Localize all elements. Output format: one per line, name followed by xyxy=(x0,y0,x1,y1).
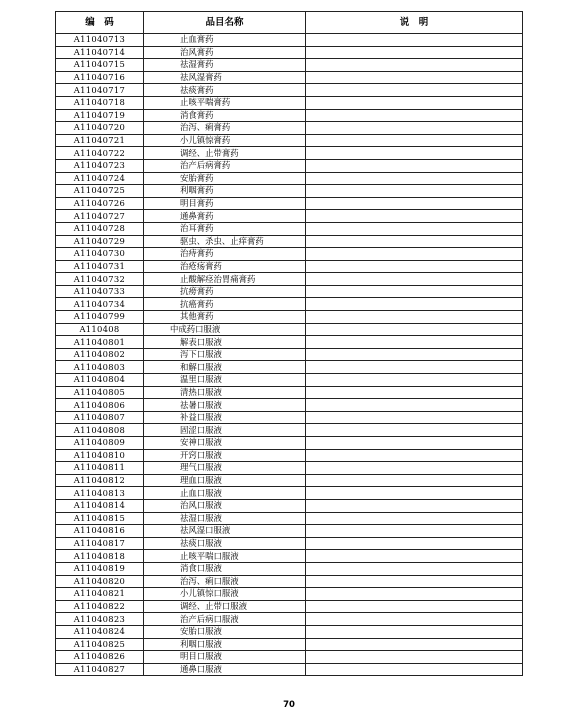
table-row xyxy=(56,575,523,588)
item-code: A11040819 xyxy=(56,562,144,575)
item-description xyxy=(306,34,523,47)
item-name: 祛风湿膏药 xyxy=(144,71,306,84)
table-row xyxy=(56,185,523,198)
item-description xyxy=(306,562,523,575)
item-code: A11040824 xyxy=(56,625,144,638)
item-name: 安神口服液 xyxy=(144,437,306,450)
item-code: A11040719 xyxy=(56,109,144,122)
item-name: 祛痰膏药 xyxy=(144,84,306,97)
item-code: A11040823 xyxy=(56,613,144,626)
catalog-sheet xyxy=(55,11,522,678)
item-description xyxy=(306,185,523,198)
table-row xyxy=(56,323,523,336)
item-description xyxy=(306,651,523,664)
table-row xyxy=(56,159,523,172)
page-number: 70 xyxy=(283,700,295,710)
table-row xyxy=(56,197,523,210)
table-row xyxy=(56,210,523,223)
header-code: 编 码 xyxy=(56,12,144,34)
item-description xyxy=(306,638,523,651)
table-row xyxy=(56,600,523,613)
item-code: A11040813 xyxy=(56,487,144,500)
item-code: A11040806 xyxy=(56,399,144,412)
table-row xyxy=(56,147,523,160)
item-description xyxy=(306,663,523,676)
item-code: A11040808 xyxy=(56,424,144,437)
item-code: A11040721 xyxy=(56,134,144,147)
table-row xyxy=(56,625,523,638)
item-name: 固涩口服液 xyxy=(144,424,306,437)
item-code: A11040734 xyxy=(56,298,144,311)
item-code: A11040805 xyxy=(56,386,144,399)
table-body xyxy=(56,34,523,676)
table-row xyxy=(56,298,523,311)
item-description xyxy=(306,84,523,97)
table-row xyxy=(56,59,523,72)
table-row xyxy=(56,437,523,450)
table-row xyxy=(56,172,523,185)
item-name: 开窍口服液 xyxy=(144,449,306,462)
table-row xyxy=(56,248,523,261)
item-name: 中成药口服液 xyxy=(144,323,306,336)
item-code: A11040809 xyxy=(56,437,144,450)
item-name: 清热口服液 xyxy=(144,386,306,399)
item-name: 治耳膏药 xyxy=(144,222,306,235)
item-description xyxy=(306,374,523,387)
item-code: A11040713 xyxy=(56,34,144,47)
item-name: 治风口服液 xyxy=(144,499,306,512)
item-name: 安胎口服液 xyxy=(144,625,306,638)
table-row xyxy=(56,374,523,387)
item-name: 其他膏药 xyxy=(144,311,306,324)
item-description xyxy=(306,235,523,248)
item-name: 泻下口服液 xyxy=(144,348,306,361)
item-description xyxy=(306,424,523,437)
table-row xyxy=(56,499,523,512)
item-name: 治产后病口服液 xyxy=(144,613,306,626)
item-name: 利咽口服液 xyxy=(144,638,306,651)
item-name: 祛暑口服液 xyxy=(144,399,306,412)
item-code: A11040726 xyxy=(56,197,144,210)
item-code: A11040814 xyxy=(56,499,144,512)
item-name: 治泻、痢膏药 xyxy=(144,122,306,135)
item-description xyxy=(306,285,523,298)
item-description xyxy=(306,210,523,223)
item-description xyxy=(306,248,523,261)
table-row xyxy=(56,285,523,298)
item-name: 止血口服液 xyxy=(144,487,306,500)
table-row xyxy=(56,84,523,97)
item-name: 补益口服液 xyxy=(144,411,306,424)
item-description xyxy=(306,122,523,135)
item-description xyxy=(306,109,523,122)
item-code: A11040802 xyxy=(56,348,144,361)
item-code: A11040716 xyxy=(56,71,144,84)
table-row xyxy=(56,336,523,349)
item-code: A11040799 xyxy=(56,311,144,324)
item-description xyxy=(306,499,523,512)
item-description xyxy=(306,625,523,638)
item-code: A11040723 xyxy=(56,159,144,172)
table-row xyxy=(56,663,523,676)
table-row xyxy=(56,122,523,135)
item-code: A11040725 xyxy=(56,185,144,198)
item-name: 和解口服液 xyxy=(144,361,306,374)
item-name: 治产后病膏药 xyxy=(144,159,306,172)
item-code: A11040801 xyxy=(56,336,144,349)
table-row xyxy=(56,424,523,437)
item-code: A11040720 xyxy=(56,122,144,135)
table-row xyxy=(56,537,523,550)
item-description xyxy=(306,449,523,462)
item-name: 祛湿口服液 xyxy=(144,512,306,525)
table-header-row xyxy=(56,12,523,34)
item-name: 祛风湿口服液 xyxy=(144,525,306,538)
item-name: 止酸解痉治胃痛膏药 xyxy=(144,273,306,286)
item-description xyxy=(306,222,523,235)
table-row xyxy=(56,348,523,361)
table-row xyxy=(56,512,523,525)
item-code: A11040816 xyxy=(56,525,144,538)
table-row xyxy=(56,386,523,399)
table-row xyxy=(56,411,523,424)
item-name: 理血口服液 xyxy=(144,474,306,487)
item-code: A11040727 xyxy=(56,210,144,223)
item-code: A11040728 xyxy=(56,222,144,235)
item-name: 安胎膏药 xyxy=(144,172,306,185)
item-description xyxy=(306,361,523,374)
table-row xyxy=(56,260,523,273)
item-code: A11040715 xyxy=(56,59,144,72)
table-row xyxy=(56,235,523,248)
item-code: A11040724 xyxy=(56,172,144,185)
item-name: 通鼻口服液 xyxy=(144,663,306,676)
table-row xyxy=(56,588,523,601)
table-row xyxy=(56,449,523,462)
item-description xyxy=(306,575,523,588)
item-description xyxy=(306,159,523,172)
table-row xyxy=(56,638,523,651)
item-name: 温里口服液 xyxy=(144,374,306,387)
table-row xyxy=(56,109,523,122)
item-name: 抗癌膏药 xyxy=(144,298,306,311)
item-code: A11040827 xyxy=(56,663,144,676)
item-description xyxy=(306,399,523,412)
item-code: A11040807 xyxy=(56,411,144,424)
item-description xyxy=(306,411,523,424)
item-name: 祛湿膏药 xyxy=(144,59,306,72)
item-code: A11040815 xyxy=(56,512,144,525)
item-name: 解表口服液 xyxy=(144,336,306,349)
item-code: A11040812 xyxy=(56,474,144,487)
item-name: 利咽膏药 xyxy=(144,185,306,198)
item-name: 小儿镇惊口服液 xyxy=(144,588,306,601)
item-name: 理气口服液 xyxy=(144,462,306,475)
header-description: 说 明 xyxy=(306,12,523,34)
item-description xyxy=(306,311,523,324)
item-code: A11040817 xyxy=(56,537,144,550)
item-code: A11040729 xyxy=(56,235,144,248)
item-description xyxy=(306,613,523,626)
item-code: A11040818 xyxy=(56,550,144,563)
item-description xyxy=(306,134,523,147)
table-row xyxy=(56,273,523,286)
table-row xyxy=(56,71,523,84)
item-description xyxy=(306,386,523,399)
item-description xyxy=(306,512,523,525)
table-row xyxy=(56,222,523,235)
item-name: 治痔膏药 xyxy=(144,248,306,261)
table-row xyxy=(56,651,523,664)
item-description xyxy=(306,172,523,185)
item-description xyxy=(306,348,523,361)
item-code: A110408 xyxy=(56,323,144,336)
item-description xyxy=(306,298,523,311)
item-code: A11040731 xyxy=(56,260,144,273)
table-row xyxy=(56,462,523,475)
item-name: 调经、止带膏药 xyxy=(144,147,306,160)
item-code: A11040820 xyxy=(56,575,144,588)
item-name: 消食口服液 xyxy=(144,562,306,575)
table-row xyxy=(56,399,523,412)
item-name: 消食膏药 xyxy=(144,109,306,122)
item-name: 驱虫、杀虫、止痒膏药 xyxy=(144,235,306,248)
item-code: A11040811 xyxy=(56,462,144,475)
item-description xyxy=(306,96,523,109)
item-description xyxy=(306,474,523,487)
item-description xyxy=(306,147,523,160)
table-row xyxy=(56,311,523,324)
item-name: 止咳平喘膏药 xyxy=(144,96,306,109)
item-code: A11040822 xyxy=(56,600,144,613)
item-code: A11040730 xyxy=(56,248,144,261)
item-code: A11040804 xyxy=(56,374,144,387)
item-name: 治疮疡膏药 xyxy=(144,260,306,273)
item-description xyxy=(306,437,523,450)
item-description xyxy=(306,273,523,286)
table-row xyxy=(56,361,523,374)
item-description xyxy=(306,588,523,601)
table-row xyxy=(56,46,523,59)
item-code: A11040803 xyxy=(56,361,144,374)
item-description xyxy=(306,323,523,336)
item-code: A11040826 xyxy=(56,651,144,664)
table-row xyxy=(56,550,523,563)
item-description xyxy=(306,537,523,550)
item-description xyxy=(306,487,523,500)
item-description xyxy=(306,71,523,84)
item-name: 明目膏药 xyxy=(144,197,306,210)
item-name: 止咳平喘口服液 xyxy=(144,550,306,563)
item-code: A11040722 xyxy=(56,147,144,160)
item-description xyxy=(306,197,523,210)
item-code: A11040717 xyxy=(56,84,144,97)
item-code: A11040732 xyxy=(56,273,144,286)
item-description xyxy=(306,525,523,538)
table-row xyxy=(56,487,523,500)
item-description xyxy=(306,550,523,563)
item-name: 小儿镇惊膏药 xyxy=(144,134,306,147)
item-code: A11040714 xyxy=(56,46,144,59)
table-row xyxy=(56,613,523,626)
item-code: A11040825 xyxy=(56,638,144,651)
item-code: A11040718 xyxy=(56,96,144,109)
table-row xyxy=(56,474,523,487)
item-description xyxy=(306,260,523,273)
item-name: 止血膏药 xyxy=(144,34,306,47)
table-row xyxy=(56,562,523,575)
item-name: 治泻、痢口服液 xyxy=(144,575,306,588)
table-row xyxy=(56,134,523,147)
item-code: A11040810 xyxy=(56,449,144,462)
item-name: 调经、止带口服液 xyxy=(144,600,306,613)
table-row xyxy=(56,34,523,47)
item-name: 通鼻膏药 xyxy=(144,210,306,223)
item-name: 治风膏药 xyxy=(144,46,306,59)
table-row xyxy=(56,525,523,538)
item-name: 祛痰口服液 xyxy=(144,537,306,550)
item-description xyxy=(306,336,523,349)
item-description xyxy=(306,600,523,613)
item-code: A11040821 xyxy=(56,588,144,601)
item-description xyxy=(306,59,523,72)
item-description xyxy=(306,46,523,59)
item-name: 明目口服液 xyxy=(144,651,306,664)
item-name: 抗痨膏药 xyxy=(144,285,306,298)
catalog-table xyxy=(55,11,523,676)
item-description xyxy=(306,462,523,475)
header-name: 品目名称 xyxy=(144,12,306,34)
item-code: A11040733 xyxy=(56,285,144,298)
table-row xyxy=(56,96,523,109)
